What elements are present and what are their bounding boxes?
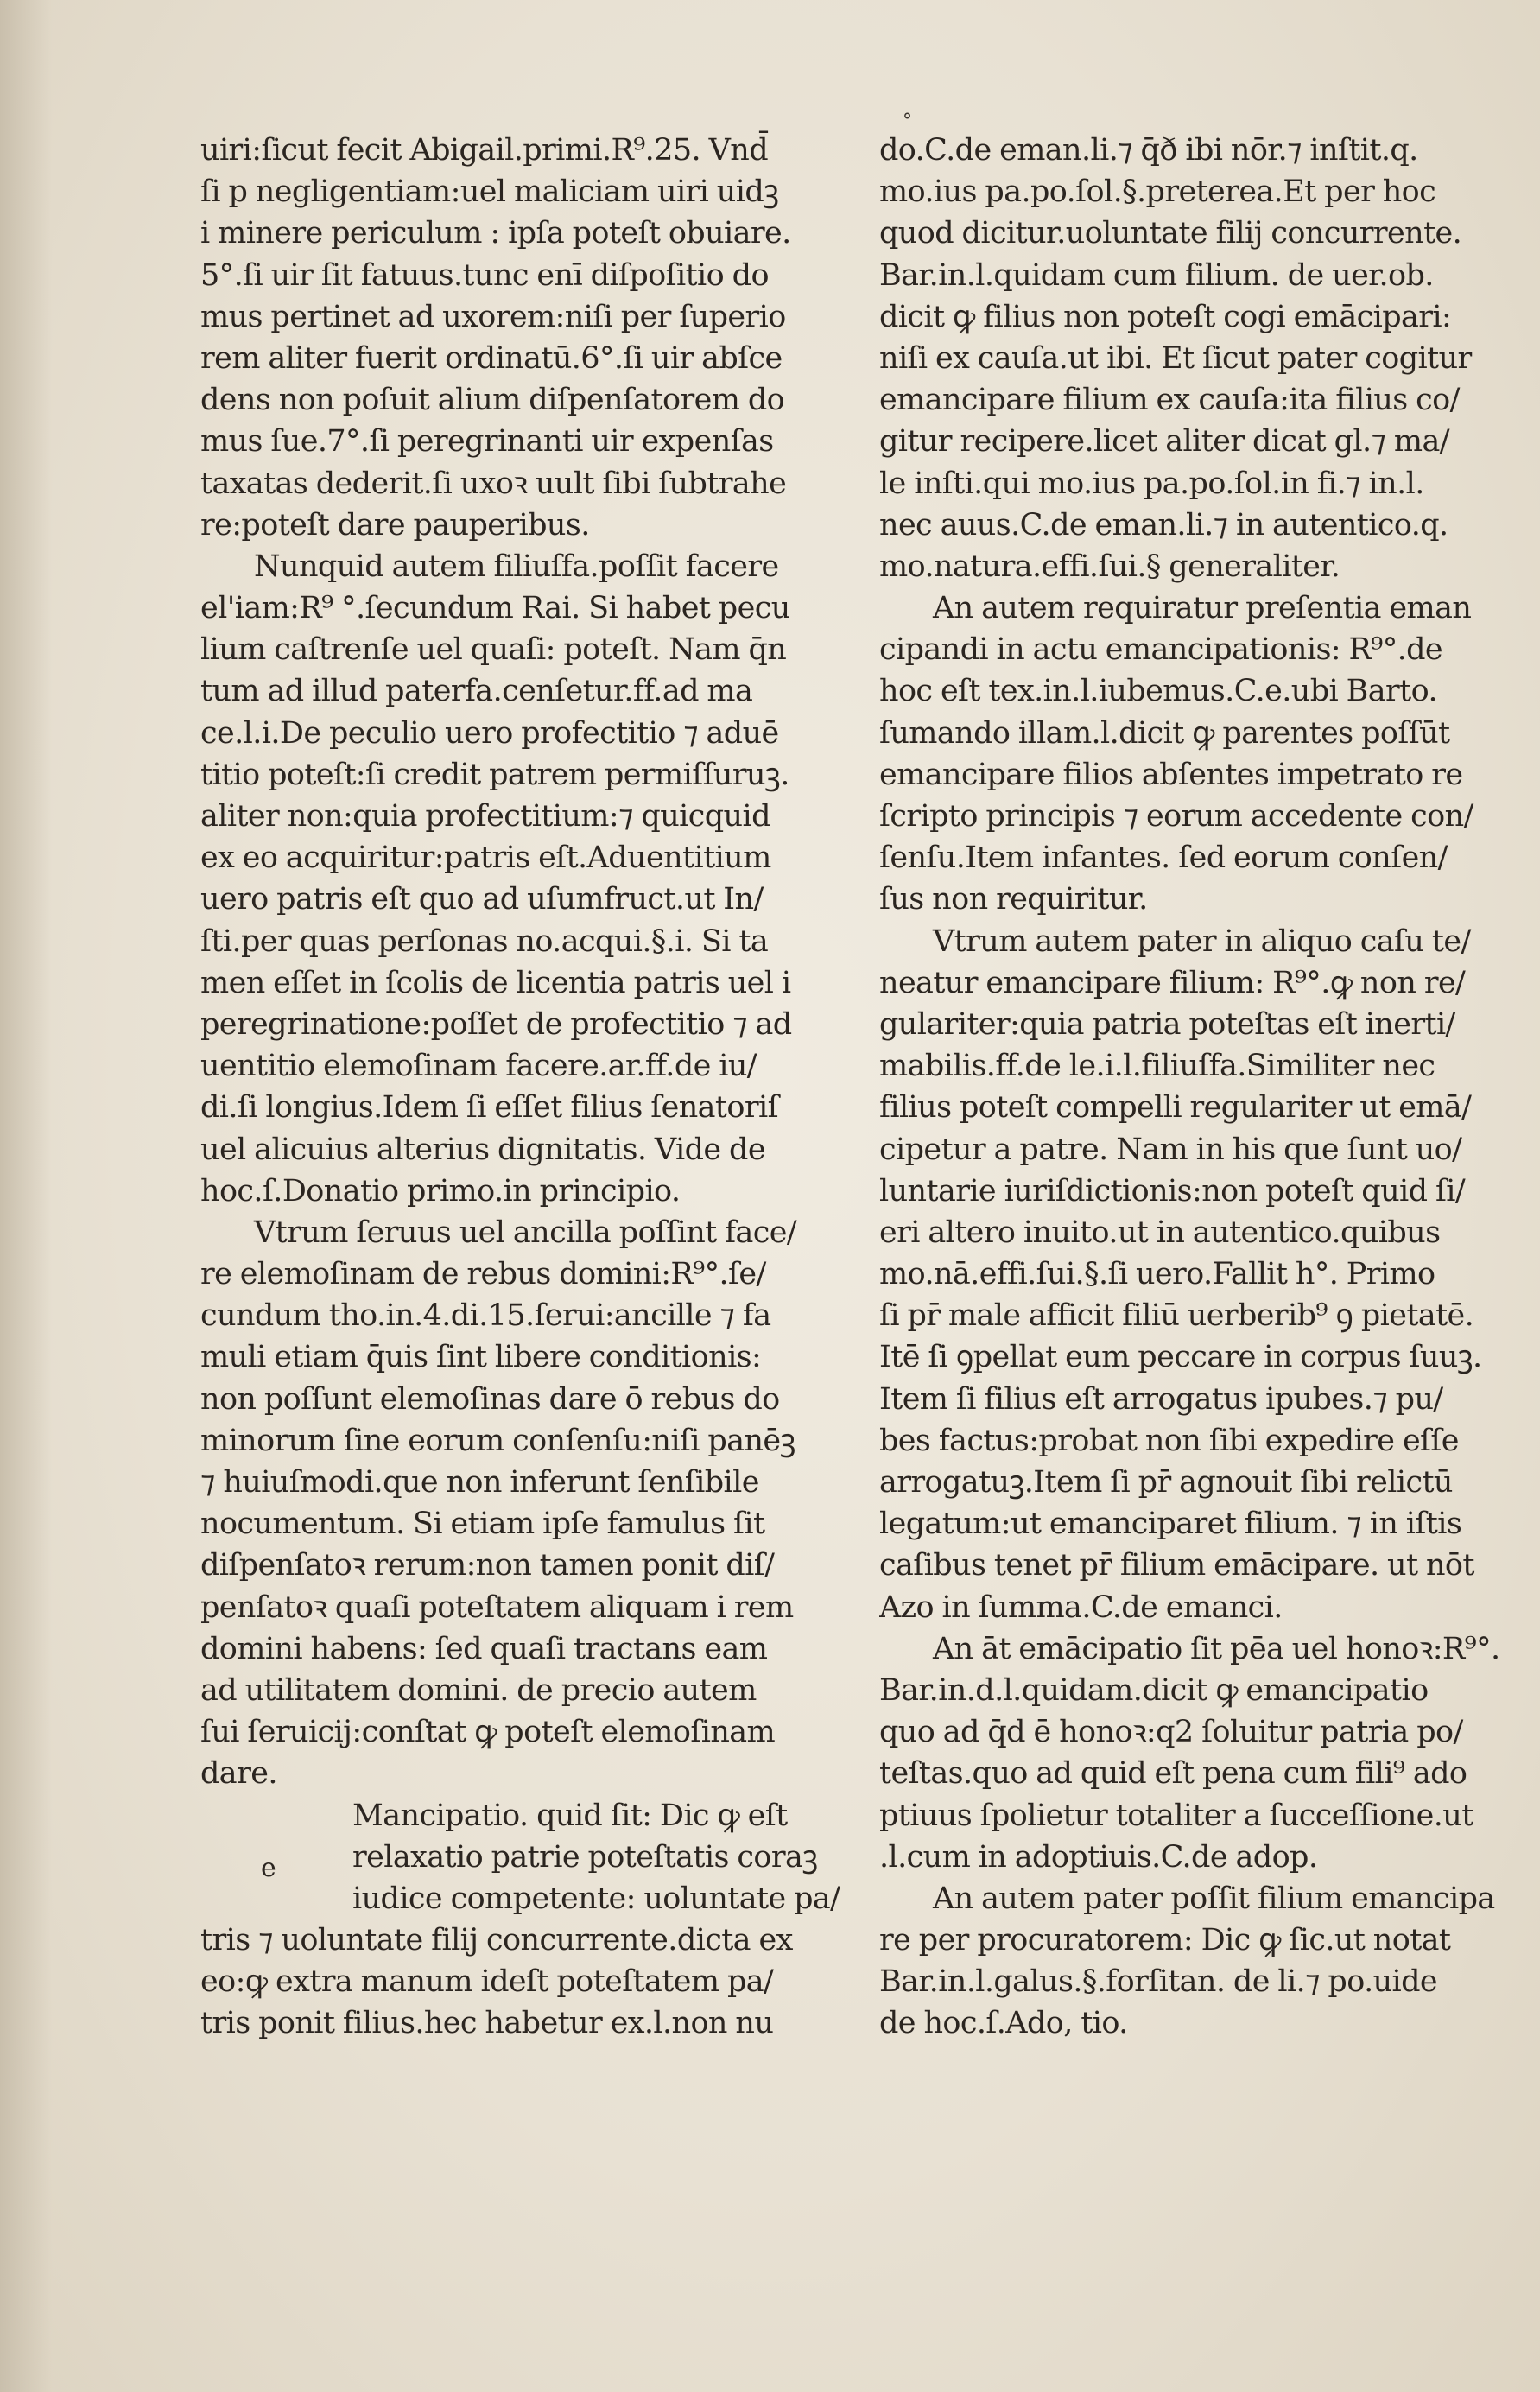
text-line: domini habens: ſed quaſi tractans eam [200,1631,768,1666]
text-line: Itē ſi ꝯpellat eum peccare in corpus ſuuꝫ. [879,1340,1482,1375]
text-line: dens non poſuit alium diſpenſatorem do [200,383,785,418]
text-line: eri altero inuito.ut in autentico.quibus [879,1215,1441,1250]
text-line: re:poteſt dare pauperibus. [200,507,590,542]
text-line: dare. [200,1756,277,1792]
text-line: uiri:ſicut fecit Abigail.primi.R⁹.25. Vnd̄ [200,133,769,168]
text-line: emancipare filios abſentes impetrato re [879,757,1463,792]
text-line: mo.nā.effi.ſui.§.ſi uero.Fallit h°. Primo [879,1257,1435,1292]
text-line: relaxatio patrie poteſtatis coraꝫ [352,1839,818,1875]
text-line: cundum tho.in.4.di.15.ſerui:ancille ⁊ fa [200,1298,771,1334]
text-line: muli etiam q̄uis ſint libere conditionis: [200,1340,762,1375]
text-line: lium caſtrenſe uel quaſi: poteſt. Nam q̄n [200,632,787,668]
margin-mark: ° [903,111,912,132]
text-line: uel alicuius alterius dignitatis. Vide de [200,1132,765,1167]
paragraph-start-line: An autem pater poſſit filium emancipa [933,1881,1495,1916]
text-line: rem aliter fuerit ordinatū.6°.ſi uir abſce [200,340,783,376]
text-line: quod dicitur.uoluntate filij concurrente. [879,216,1462,251]
text-line: uentitio elemoſinam facere.ar.ff.de iu/ [200,1049,757,1084]
text-line: Azo in ſumma.C.de emanci. [879,1589,1283,1625]
text-line: bes factus:probat non ſibi expedire eſſe [879,1423,1459,1458]
mancipatio-paragraph [200,1795,874,1920]
text-line: Bar.in.l.quidam cum filium. de uer.ob. [879,257,1434,293]
paragraph-start-line: An autem requiratur preſentia eman [933,591,1472,626]
text-line: ſi pr̄ male afficit filiū uerberib⁹ ꝯ pietatē. [879,1298,1474,1334]
text-line: re per procuratorem: Dic ꝙ ſic.ut notat [879,1923,1451,1958]
text-line: eo:ꝙ extra manum ideſt poteſtatem pa/ [200,1964,774,2000]
text-line: arrogatuꝫ.Item ſi pr̄ agnouit ſibi relictū [879,1465,1453,1500]
text-line: peregrinatione:poſſet de profectitio ⁊ ad [200,1006,792,1042]
text-line: taxatas dederit.ſi uxoꝛ uult ſibi ſubtrahe [200,466,787,501]
text-line: gitur recipere.licet aliter dicat gl.⁊ ma/ [879,424,1449,460]
text-line: el'iam:R⁹ °.ſecundum Rai. Si habet pecu [200,591,790,626]
text-line: men eſſet in ſcolis de licentia patris uel i [200,965,791,1000]
text-line: non poſſunt elemoſinas dare ō rebus do [200,1381,780,1417]
text-line: di.ſi longius.Idem ſi eſſet filius ſenatoriſ [200,1090,778,1126]
text-line: caſibus tenet pr̄ filium emācipare. ut nōt [879,1548,1474,1583]
text-line: ſui ſeruicij:conſtat ꝙ poteſt elemoſinam [200,1715,776,1750]
text-line: mo.ius pa.po.ſol.§.preterea.Et per hoc [879,174,1436,210]
text-line: aliter non:quia profectitium:⁊ quicquid [200,799,770,834]
text-line: ce.l.i.De peculio uero profectitio ⁊ aduē [200,715,779,751]
text-line: iudice competente: uoluntate pa/ [352,1881,840,1916]
text-line: hoc eſt tex.in.l.iubemus.C.e.ubi Barto. [879,674,1438,709]
text-line: luntarie iuriſdictionis:non poteſt quid ſi/ [879,1173,1466,1209]
text-line: ſcripto principis ⁊ eorum accedente con/ [879,799,1473,834]
text-line: mus pertinet ad uxorem:niſi per ſuperio [200,299,786,334]
text-line: nocumentum. Si etiam ipſe famulus ſit [200,1507,765,1542]
text-line: uero patris eſt quo ad uſumfruct.ut In/ [200,882,764,917]
text-line: filius poteſt compelli regulariter ut emā/ [879,1090,1472,1126]
text-line: ſenſu.Item infantes. ſed eorum conſen/ [879,841,1448,876]
paragraph-start-line: Mancipatio. quid ſit: Dic ꝙ eſt [352,1798,788,1833]
right-column [879,130,1510,2045]
text-line: re elemoſinam de rebus domini:R⁹°.ſe/ [200,1257,766,1292]
paragraph-start-line: Nunquid autem filiuſfa.poſſit facere [254,549,779,584]
text-line: tum ad illud paterfa.cenſetur.ff.ad ma [200,674,753,709]
guide-letter: e [261,1852,276,1883]
text-line: cipetur a patre. Nam in his que ſunt uo/ [879,1132,1462,1167]
text-line: ad utilitatem domini. de precio autem [200,1672,757,1708]
paragraph-start-line: Vtrum ſeruus uel ancilla poſſint face/ [254,1215,797,1250]
text-line: ⁊ huiuſmodi.que non inferunt ſenſibile [200,1465,759,1500]
text-line: ptiuus ſpolietur totaliter a ſucceſſione.ut [879,1798,1473,1833]
text-line: teſtas.quo ad quid eſt pena cum fili⁹ ado [879,1756,1467,1792]
text-line: ſi p negligentiam:uel maliciam uiri uidꝫ [200,174,779,210]
text-line: nec auus.C.de eman.li.⁊ in autentico.q. [879,507,1448,542]
text-line: Bar.in.d.l.quidam.dicit ꝙ emancipatio [879,1672,1429,1708]
text-line: tris ponit filius.hec habetur ex.l.non nu [200,2006,774,2041]
text-line: mabilis.ff.de le.i.l.filiuſfa.Similiter nec [879,1049,1435,1084]
left-column [200,130,874,2045]
text-line: quo ad q̄d ē honoꝛ:q2 ſoluitur patria po/ [879,1715,1463,1750]
text-line: neatur emancipare filium: R⁹°.ꝙ non re/ [879,965,1466,1000]
text-line: do.C.de eman.li.⁊ q̄ð ibi nōr.⁊ inſtit.q. [879,133,1418,168]
text-line: tris ⁊ uoluntate filij concurrente.dicta ex [200,1923,793,1958]
gutter-shadow [0,0,52,2392]
text-line: penſatoꝛ quaſi poteſtatem aliquam i rem [200,1589,794,1625]
text-line: 5°.ſi uir ſit fatuus.tunc enī diſpoſitio do [200,257,769,293]
paragraph-start-line: An āt emācipatio ſit pēa uel honoꝛ:R⁹°. [933,1631,1500,1666]
text-line: cipandi in actu emancipationis: R⁹°.de [879,632,1443,668]
text-line: ſus non requiritur. [879,882,1148,917]
text-line: minorum ſine eorum conſenſu:niſi panēꝫ [200,1423,795,1458]
paragraph-start-line: Vtrum autem pater in aliquo caſu te/ [933,923,1471,959]
text-line: diſpenſatoꝛ rerum:non tamen ponit diſ/ [200,1548,775,1583]
text-line: ſti.per quas perſonas no.acqui.§.i. Si ta [200,923,769,959]
text-line: dicit ꝙ filius non poteſt cogi emācipari: [879,299,1452,334]
text-line: hoc.ſ.Donatio primo.in principio. [200,1173,681,1209]
text-line: titio poteſt:ſi credit patrem permiſſuruꝫ. [200,757,789,792]
text-line: Item ſi filius eſt arrogatus ipubes.⁊ pu/ [879,1381,1443,1417]
text-line: i minere periculum : ipſa poteſt obuiare. [200,216,791,251]
text-line: mo.natura.effi.ſui.§ generaliter. [879,549,1340,584]
text-line: ex eo acquiritur:patris eſt.Aduentitium [200,841,771,876]
text-line: gulariter:quia patria poteſtas eſt inerti/ [879,1006,1455,1042]
text-line: Bar.in.l.galus.§.forſitan. de li.⁊ po.uide [879,1964,1438,2000]
text-line: ſumando illam.l.dicit ꝙ parentes poſſūt [879,715,1450,751]
text-line: niſi ex cauſa.ut ibi. Et ſicut pater cogitur [879,340,1472,376]
text-line: de hoc.ſ.Ado, tio. [879,2006,1128,2041]
text-line: emancipare filium ex cauſa:ita filius co/ [879,383,1460,418]
text-line: le inſti.qui mo.ius pa.po.ſol.in fi.⁊ in.l. [879,466,1424,501]
text-line: legatum:ut emanciparet filium. ⁊ in iſtis [879,1507,1462,1542]
text-line: mus ſue.7°.ſi peregrinanti uir expenſas [200,424,774,460]
text-line: .l.cum in adoptiuis.C.de adop. [879,1839,1318,1875]
